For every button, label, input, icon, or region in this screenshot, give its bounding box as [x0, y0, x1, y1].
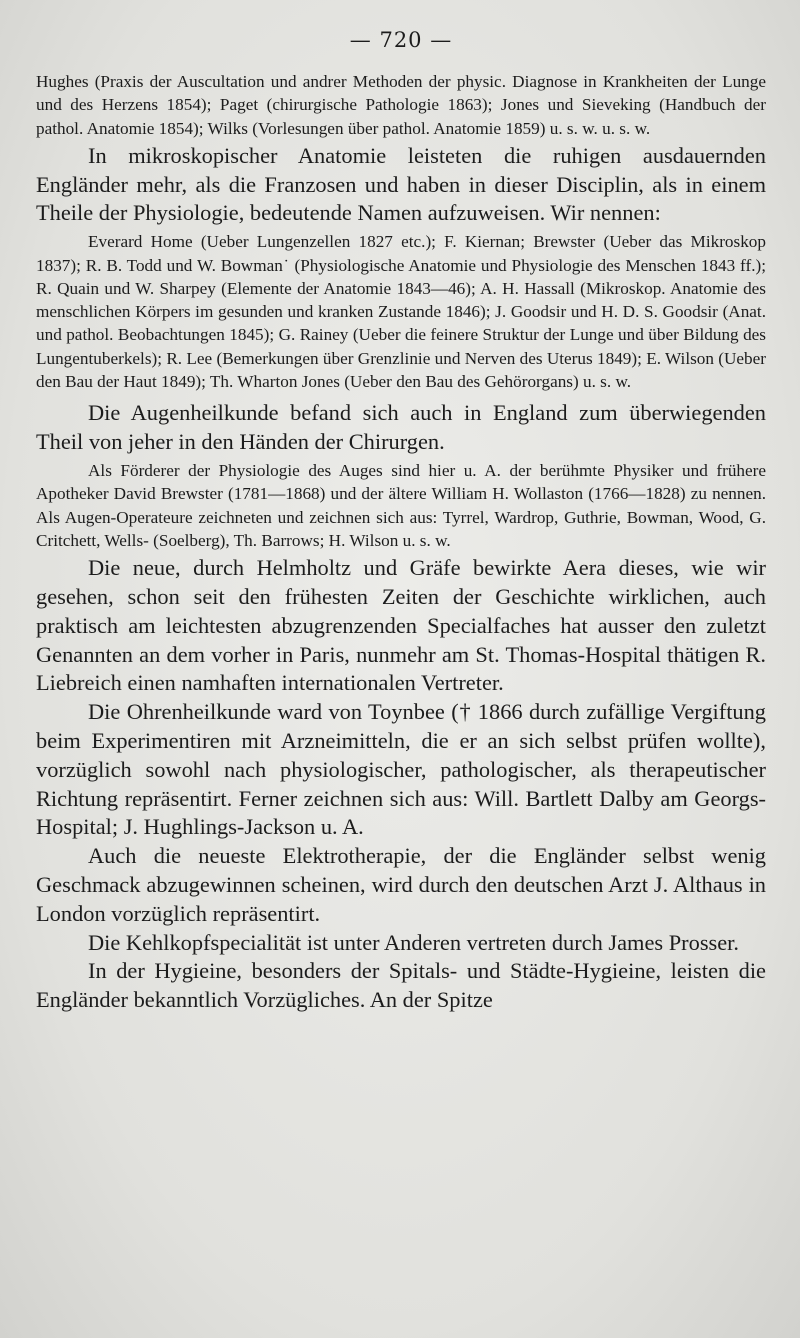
paragraph-eye-physiology: Als Förderer der Physiologie des Auges sind hier u. A. der berühmte Physiker und frühere Apotheker David Brewster (1781—1868) und der ältere William H. Wollaston (1766—1828) zu nennen. Als Augen-Operateure zeichneten und zeichnen sich aus: Tyrrel, Wardrop, Guthrie, Bowman, Wood, G. Critchett, Wells- (Soelberg), Th. Barrows; H. Wilson u. s. w.	[36, 460, 766, 550]
paragraph-new-era: Die neue, durch Helmholtz und Gräfe bewirkte Aera dieses, wie wir gesehen, schon seit den frühesten Zeiten der Geschichte wirklichen, auch praktisch am leichtesten abzugrenzenden Specialfaches hat ausser den zuletzt Genannten an dem vorher in Paris, nunmehr am St. Thomas-Hospital thätigen R. Liebreich einen namhaften internationalen Vertreter.	[36, 555, 766, 696]
paragraph-electrotherapy: Auch die neueste Elektrotherapie, der die Engländer selbst wenig Geschmack abzugewinnen scheinen, wird durch den deutschen Arzt J. Althaus in London vorzüglich repräsentirt.	[36, 843, 766, 926]
paragraph-hygiene: In der Hygieine, besonders der Spitals- und Städte-Hygieine, leisten die Engländer bekanntlich Vorzügliches. An der Spitze	[36, 958, 766, 1013]
paragraph-laryngology: Die Kehlkopfspecialität ist unter Anderen vertreten durch James Prosser.	[88, 929, 740, 955]
paragraph-references-1: Hughes (Praxis der Auscultation und andrer Methoden der physic. Diagnose in Krankheiten der Lunge und des Herzens 1854); Paget (chirurgische Pathologie 1863); Jones und Sieveking (Handbuch der pathol. Anatomie 1854); Wilks (Vorlesungen über pathol. Anatomie 1859) u. s. w. u. s. w.	[36, 72, 766, 138]
paragraph-otology: Die Ohrenheilkunde ward von Toynbee († 1866 durch zufällige Vergiftung beim Experimentiren mit Arzneimitteln, die er an sich selbst prüfen wollte), vorzüglich sowohl nach physiologischer, pathologischer, als therapeutischer Richtung repräsentirt. Ferner zeichnen sich aus: Will. Bartlett Dalby am Georgs-Hospital; J. Hughlings-Jackson u. A.	[36, 699, 766, 840]
paragraph-references-2: Everard Home (Ueber Lungenzellen 1827 etc.); F. Kiernan; Brewster (Ueber das Mikroskop 1837); R. B. Todd und W. Bowman˙ (Physiologische Anatomie und Physiologie des Menschen 1843 ff.); R. Quain und W. Sharpey (Elemente der Anatomie 1843—46); A. H. Hassall (Mikroskop. Anatomie des menschlichen Körpers im gesunden und kranken Zustande 1846); J. Goodsir und H. D. S. Goodsir (Anat. und pathol. Beobachtungen 1845); G. Rainey (Ueber die feinere Struktur der Lunge und über Bildung des Lungentuberkels); R. Lee (Bemerkungen über Grenzlinie und Nerven des Uterus 1849); E. Wilson (Ueber den Bau der Haut 1849); Th. Wharton Jones (Ueber den Bau des Gehörorgans) u. s. w.	[36, 232, 766, 392]
page-number: — 720 —	[349, 28, 453, 52]
paragraph-ophthalmology: Die Augenheilkunde befand sich auch in England zum überwiegenden Theil von jeher in den Händen der Chirurgen.	[36, 400, 766, 455]
paragraph-microscopic-anatomy: In mikroskopischer Anatomie leisteten die ruhigen ausdauernden Engländer mehr, als die Franzosen und haben in dieser Disciplin, als in einem Theile der Physiologie, bedeutende Namen aufzuweisen. Wir nennen:	[36, 142, 766, 226]
